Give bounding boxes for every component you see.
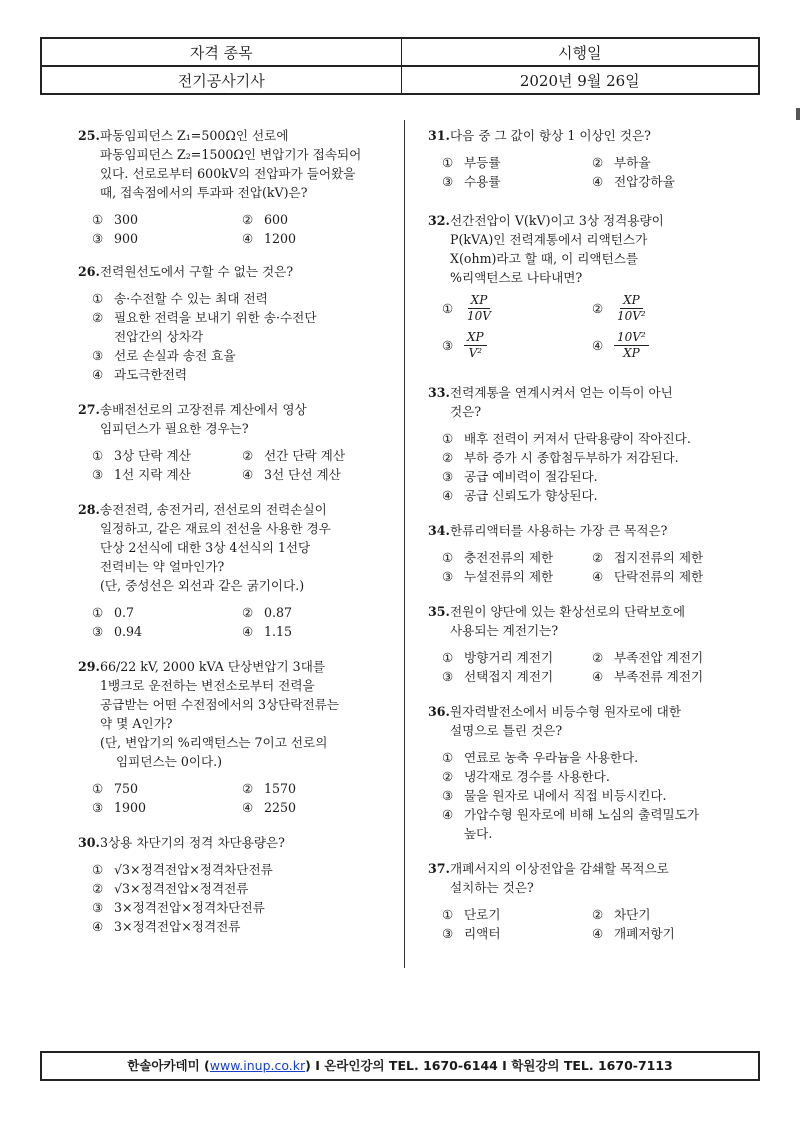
option-mark: ② [592,301,604,316]
option-mark: ③ [442,569,454,584]
question-condition: 임피던스는 0이다.) [116,754,223,769]
option-mark: ③ [442,926,454,941]
question-25 [78,126,428,248]
options [428,429,778,505]
question-line: 3상용 차단기의 정격 차단용량은? [100,835,285,850]
question-27 [78,400,428,484]
option-4-continued [442,824,778,843]
option-3[interactable] [442,786,778,805]
options [78,210,428,248]
options [428,153,778,191]
question-line: 송전전력, 송전거리, 전선로의 전력손실이 [100,502,327,517]
option-3[interactable] [442,667,592,686]
option-mark: ③ [92,348,104,363]
question-line: 공급받는 어떤 수전점에서의 3상단락전류는 [100,697,340,712]
option-2[interactable] [592,153,742,172]
option-1[interactable] [92,860,428,879]
option-text: 3상 단락 계산 [114,448,191,463]
option-text: 600 [264,212,289,227]
option-2[interactable] [242,779,392,798]
option-mark: ④ [592,926,604,941]
option-4[interactable] [592,924,742,943]
option-mark: ④ [242,231,254,246]
fraction-denominator: XP [623,346,640,360]
option-3[interactable] [442,330,592,361]
option-mark: ③ [92,800,104,815]
fraction-denominator: 10V [467,309,491,323]
option-text: 수용률 [464,174,501,189]
option-2[interactable] [592,905,742,924]
option-mark: ② [442,450,454,465]
option-text: 필요한 전력을 보내기 위한 송·수전단 [114,310,317,325]
question-line: 것은? [450,404,482,419]
option-mark: ② [242,448,254,463]
option-1[interactable] [442,548,592,567]
question-text [450,859,778,897]
question-text [100,657,428,771]
option-mark: ② [242,781,254,796]
option-mark: ① [442,650,454,665]
option-mark: ④ [442,488,454,503]
question-number: 27. [78,402,100,417]
option-text: 선택접지 계전기 [464,669,554,684]
question-text [100,262,428,281]
option-mark: ② [592,907,604,922]
question-number: 29. [78,659,100,674]
option-text: 차단기 [614,907,651,922]
option-4[interactable] [242,798,392,817]
question-text [100,126,428,202]
option-text: 선간 단락 계산 [264,448,345,463]
option-text: 전압강하율 [614,174,675,189]
option-mark: ④ [242,800,254,815]
option-2[interactable] [92,879,428,898]
question-line: 원자력발전소에서 비등수형 원자로에 대한 [450,704,681,719]
option-mark: ④ [92,919,104,934]
question-line: %리액턴스로 나타내면? [450,270,583,285]
option-mark: ② [92,881,104,896]
question-32 [428,211,778,361]
footer-academy: 한솔아카데미 ( [127,1058,210,1073]
option-text: 냉각재로 경수를 사용한다. [464,769,610,784]
option-mark: ③ [442,174,454,189]
option-text: 3×정격전압×정격차단전류 [114,900,265,915]
question-text [450,702,778,740]
option-mark: ② [442,769,454,784]
option-3[interactable] [92,465,242,484]
option-mark: ③ [92,624,104,639]
question-line: 있다. 선로로부터 600kV의 전압파가 들어왔을 [100,166,356,181]
option-text: 부하율 [614,155,651,170]
question-number: 28. [78,502,100,517]
option-2[interactable] [592,648,742,667]
option-2[interactable] [242,446,392,465]
question-line: 단상 2선식에 대한 3상 4선식의 1선당 [100,540,311,555]
question-28 [78,500,428,641]
options [78,860,428,936]
options [428,548,778,586]
option-mark: ③ [442,788,454,803]
question-number: 34. [428,523,450,538]
question-line: 전력원선도에서 구할 수 없는 것은? [100,264,294,279]
option-text: 접지전류의 제한 [614,550,704,565]
question-line: 임피던스가 필요한 경우는? [100,421,249,436]
option-text: 부족전압 계전기 [614,650,704,665]
fraction-numerator: XP [468,293,491,309]
header-qualification-label: 자격 종목 [41,38,401,66]
question-text [100,400,428,438]
option-text: 단락전류의 제한 [614,569,704,584]
option-text: 가압수형 원자로에 비해 노심의 출력밀도가 [464,807,699,822]
option-2-continued [92,327,428,346]
option-text: √3×정격전압×정격전류 [114,881,249,896]
option-mark: ② [92,310,104,325]
question-line: 설명으로 틀린 것은? [450,723,563,738]
option-1[interactable] [442,153,592,172]
option-text: 부하 증가 시 종합첨두부하가 저감된다. [464,450,679,465]
question-30 [78,833,428,936]
left-column [78,126,428,950]
option-2[interactable] [242,603,392,622]
question-text [450,126,778,145]
option-text: 전압간의 상차각 [114,329,204,344]
option-mark: ④ [442,807,454,822]
fraction-denominator: V² [468,346,483,360]
option-mark: ① [92,781,104,796]
option-1[interactable] [442,905,592,924]
question-line: 약 몇 A인가? [100,716,173,731]
option-mark: ① [442,750,454,765]
option-3[interactable] [92,622,242,641]
option-mark: ② [242,212,254,227]
option-text: 송·수전할 수 있는 최대 전력 [114,291,268,306]
question-31 [428,126,778,191]
option-4[interactable] [242,465,392,484]
option-3[interactable] [442,172,592,191]
option-text: 단로기 [464,907,501,922]
option-text: 개폐저항기 [614,926,675,941]
question-line: 일정하고, 같은 재료의 전선을 사용한 경우 [100,521,331,536]
option-mark: ④ [592,338,604,353]
question-line: X(ohm)라고 할 때, 이 리액턴스를 [450,251,639,266]
option-text: 공급 신뢰도가 향상된다. [464,488,598,503]
question-number: 31. [428,128,450,143]
option-mark: ① [92,448,104,463]
question-line: 사용되는 계전기는? [450,623,559,638]
option-4[interactable] [92,917,428,936]
option-text: 750 [114,781,139,796]
question-line: 개폐서지의 이상전압을 감쇄할 목적으로 [450,861,669,876]
question-35 [428,602,778,686]
option-4[interactable] [92,365,428,384]
fraction [614,330,649,361]
option-3[interactable] [92,798,242,817]
options [78,289,428,384]
question-number: 32. [428,213,450,228]
option-mark: ① [442,907,454,922]
option-text: 2250 [264,800,297,815]
option-mark: ① [442,155,454,170]
option-mark: ① [442,431,454,446]
option-text: 방향거리 계전기 [464,650,554,665]
question-26 [78,262,428,384]
question-line: 설치하는 것은? [450,880,534,895]
options [428,748,778,843]
option-text: 0.87 [264,605,293,620]
option-2[interactable] [442,448,778,467]
options [428,905,778,943]
option-3[interactable] [92,346,428,365]
option-1[interactable] [92,603,242,622]
option-mark: ④ [592,569,604,584]
option-4[interactable] [242,622,392,641]
option-2[interactable] [592,293,742,324]
right-column [428,126,778,957]
option-3[interactable] [442,567,592,586]
option-text: 3선 단선 계산 [264,467,341,482]
question-text [100,500,428,595]
option-mark: ③ [442,338,454,353]
question-line: 파동임피던스 Z₂=1500Ω인 변압기가 접속되어 [100,147,362,162]
option-mark: ① [442,301,454,316]
option-text: 900 [114,231,139,246]
option-text: 선로 손실과 송전 효율 [114,348,236,363]
question-line: 전력계통을 연계시켜서 얻는 이득이 아닌 [450,385,673,400]
option-mark: ④ [592,669,604,684]
option-4[interactable] [592,667,742,686]
option-text: 누설전류의 제한 [464,569,554,584]
question-number: 26. [78,264,100,279]
question-line: 전원이 양단에 있는 환상선로의 단락보호에 [450,604,685,619]
option-text: 부족전류 계전기 [614,669,704,684]
option-text: 3×정격전압×정격전류 [114,919,241,934]
option-mark: ② [242,605,254,620]
header-qualification-value: 전기공사기사 [41,66,401,94]
option-mark: ③ [442,669,454,684]
option-text: 1선 지락 계산 [114,467,191,482]
question-number: 35. [428,604,450,619]
question-text [100,833,428,852]
option-text: 충전전류의 제한 [464,550,554,565]
option-text: 1.15 [264,624,293,639]
option-mark: ② [592,550,604,565]
header-date-value: 2020년 9월 26일 [401,66,759,94]
option-4[interactable] [242,229,392,248]
question-37 [428,859,778,943]
question-number: 33. [428,385,450,400]
option-mark: ① [92,291,104,306]
question-line: 1뱅크로 운전하는 변전소로부터 전력을 [100,678,315,693]
option-4[interactable] [442,486,778,505]
question-line: 송배전선로의 고장전류 계산에서 영상 [100,402,307,417]
footer-contacts: ) I 온라인강의 TEL. 1670-6144 I 학원강의 TEL. 1670-7113 [305,1058,673,1073]
option-3[interactable] [92,898,428,917]
option-3[interactable] [92,229,242,248]
options [78,446,428,484]
option-mark: ① [92,862,104,877]
option-mark: ③ [92,231,104,246]
option-mark: ① [442,550,454,565]
fraction [614,293,649,324]
question-line: 파동임피던스 Z₁=500Ω인 선로에 [100,128,289,143]
question-34 [428,521,778,586]
question-text [450,383,778,421]
page-edge-mark [796,108,800,120]
option-text: 300 [114,212,139,227]
footer-website-link[interactable]: www.inup.co.kr [209,1058,306,1073]
option-text: 1900 [114,800,147,815]
option-text: 높다. [464,826,493,841]
option-3[interactable] [442,467,778,486]
option-mark: ④ [242,467,254,482]
option-mark: ① [92,605,104,620]
question-36 [428,702,778,843]
option-1[interactable] [442,648,592,667]
option-mark: ④ [92,367,104,382]
option-text: 물을 원자로 내에서 직접 비등시킨다. [464,788,667,803]
option-text: 연료로 농축 우라늄을 사용한다. [464,750,639,765]
option-mark: ④ [592,174,604,189]
fraction [464,293,494,324]
page-footer [40,1051,760,1081]
options [428,648,778,686]
question-line: 때, 접속점에서의 투과파 전압(kV)은? [100,185,308,200]
option-4[interactable] [592,172,742,191]
fraction [464,330,487,361]
fraction-numerator: XP [620,293,643,309]
option-4[interactable] [442,805,778,824]
option-4[interactable] [592,567,742,586]
exam-header-table [40,37,760,95]
option-text: 배후 전력이 커져서 단락용량이 작아진다. [464,431,691,446]
option-4[interactable] [592,330,742,361]
question-number: 37. [428,861,450,876]
options [78,779,428,817]
options [78,603,428,641]
option-1[interactable] [442,293,592,324]
option-1[interactable] [442,748,778,767]
option-1[interactable] [92,779,242,798]
question-number: 30. [78,835,100,850]
option-text: 부등률 [464,155,501,170]
question-condition: (단, 변압기의 %리액턴스는 7이고 선로의 [100,735,328,750]
option-text: 0.7 [114,605,135,620]
fraction-options [428,293,778,361]
option-1[interactable] [92,446,242,465]
question-33 [428,383,778,505]
question-line: 다음 중 그 값이 항상 1 이상인 것은? [450,128,651,143]
option-text: 과도극한전력 [114,367,187,382]
option-text: √3×정격전압×정격차단전류 [114,862,273,877]
option-mark: ② [592,155,604,170]
fraction-numerator: XP [464,330,487,346]
option-text: 리액터 [464,926,501,941]
question-29 [78,657,428,817]
option-text: 공급 예비력이 절감된다. [464,469,598,484]
question-line: P(kVA)인 전력계통에서 리액턴스가 [450,232,648,247]
option-2[interactable] [442,767,778,786]
option-2[interactable] [92,308,428,327]
option-mark: ④ [242,624,254,639]
option-text: 1570 [264,781,297,796]
question-text [450,211,778,287]
question-number: 25. [78,128,100,143]
fraction-denominator: 10V² [617,309,646,323]
option-text: 0.94 [114,624,143,639]
question-text [450,602,778,640]
question-line: 전력비는 약 얼마인가? [100,559,225,574]
option-mark: ③ [92,900,104,915]
question-line: 선간전압이 V(kV)이고 3상 정격용량이 [450,213,664,228]
question-condition: (단, 중성선은 외선과 같은 굵기이다.) [100,578,305,593]
option-2[interactable] [592,548,742,567]
option-mark: ② [592,650,604,665]
option-mark: ① [92,212,104,227]
option-1[interactable] [92,289,428,308]
question-line: 66/22 kV, 2000 kVA 단상변압기 3대를 [100,659,326,674]
option-text: 1200 [264,231,297,246]
question-number: 36. [428,704,450,719]
option-3[interactable] [442,924,592,943]
option-1[interactable] [92,210,242,229]
question-text [450,521,778,540]
header-date-label: 시행일 [401,38,759,66]
option-2[interactable] [242,210,392,229]
question-line: 한류리액터를 사용하는 가장 큰 목적은? [450,523,668,538]
option-1[interactable] [442,429,778,448]
fraction-numerator: 10V² [614,330,649,346]
option-mark: ③ [92,467,104,482]
option-mark: ③ [442,469,454,484]
